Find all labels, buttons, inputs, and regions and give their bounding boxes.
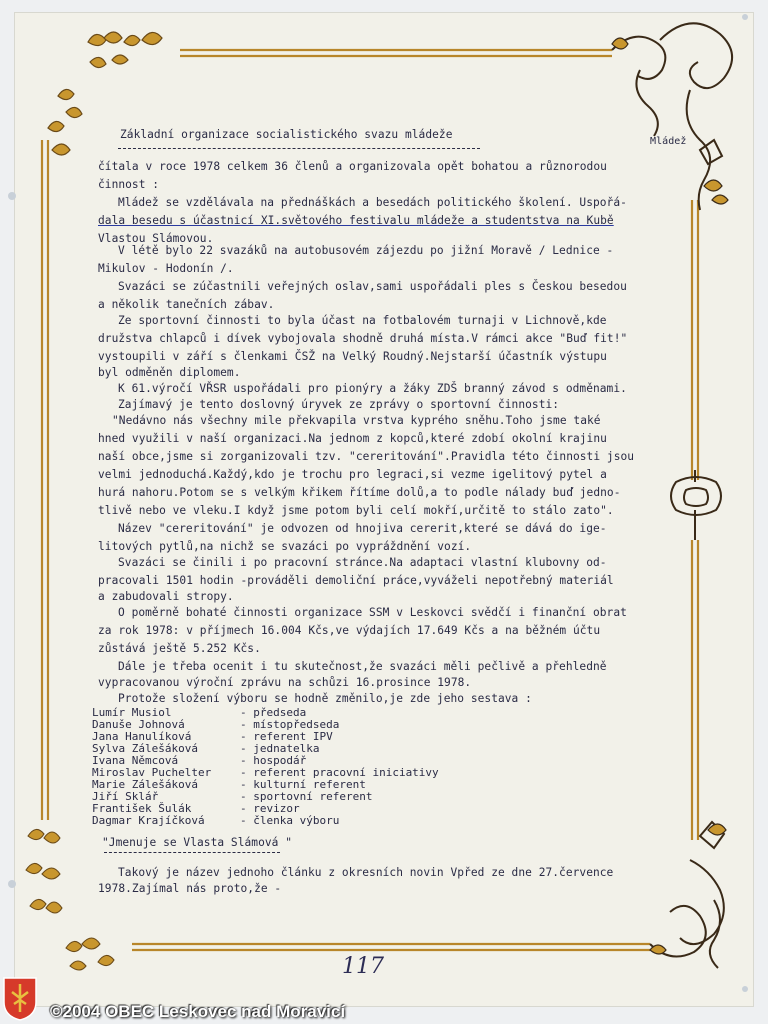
floral-ornament-left xyxy=(26,829,62,913)
article-subheading: "Jmenuje se Vlasta Slámová " xyxy=(102,836,292,849)
body-line: vypracovanou výroční zprávu na schůzi 16.prosince 1978. xyxy=(98,676,472,689)
body-line: čítala v roce 1978 celkem 36 členů a organizovala opět bohatou a různorodou xyxy=(98,160,607,173)
committee-member-role: - kulturní referent xyxy=(240,778,366,791)
municipality-crest-icon xyxy=(2,974,38,1022)
committee-member-role: - sportovní referent xyxy=(240,790,373,803)
closing-line: 1978.Zajímal nás proto,že - xyxy=(98,882,282,895)
copyright-watermark: ©2004 OBEC Leskovec nad Moravicí xyxy=(50,1002,346,1021)
body-line: Vlastou Slámovou. xyxy=(98,232,214,245)
committee-member-role: - referent IPV xyxy=(240,730,333,743)
committee-member-role: - předseda xyxy=(240,706,307,719)
document-heading: Základní organizace socialistického svazu mládeže xyxy=(120,128,453,141)
committee-member-name: Jana Hanulíková xyxy=(92,730,192,743)
closing-line: Takový je název jednoho článku z okresních novin Vpřed ze dne 27.července xyxy=(118,866,614,879)
body-line: Svazáci se činili i po pracovní stránce.Na adaptaci vlastní klubovny od- xyxy=(118,556,607,569)
body-line: za rok 1978: v příjmech 16.004 Kčs,ve výdajích 17.649 Kčs a na běžném účtu xyxy=(98,624,601,637)
committee-member-name: Ivana Němcová xyxy=(92,754,179,767)
committee-member-role: - místopředseda xyxy=(240,718,340,731)
body-line: O poměrně bohaté činnosti organizace SSM v Leskovci svědčí i finanční obrat xyxy=(118,606,627,619)
floral-ornament-bottom-left xyxy=(66,938,114,970)
committee-member-role: - referent pracovní iniciativy xyxy=(240,766,439,779)
committee-member-name: František Šulák xyxy=(92,802,192,815)
body-line: "Nedávno nás všechny mile překvapila vrstva kyprého sněhu.Toho jsme také xyxy=(112,414,601,427)
body-line: hned využili v naší organizaci.Na jednom z kopců,které zdobí okolní krajinu xyxy=(98,432,607,445)
body-line: byl odměněn diplomem. xyxy=(98,366,241,379)
medallion-ornament-right xyxy=(671,470,721,540)
committee-member-role: - jednatelka xyxy=(240,742,320,755)
body-line: a několik tanečních zábav. xyxy=(98,298,275,311)
body-line: pracovali 1501 hodin -prováděli demoliční práce,vyváželi nepotřebný materiál xyxy=(98,574,614,587)
body-line: hurá nahoru.Potom se s velkým křikem řítíme dolů,a to podle nálady buď jedno- xyxy=(98,486,621,499)
committee-member-name: Sylva Zálešáková xyxy=(92,742,198,755)
body-line: vystoupili v září s členkami ČSŽ na Velký Roudný.Nejstarší účastník výstupu xyxy=(98,350,607,363)
body-line: litových pytlů,na nichž se svazáci po vypráždnění vozí. xyxy=(98,540,472,553)
body-line: naší obce,jsme si zorganizovali tzv. "cereritování".Pravidla této činnosti jsou xyxy=(98,450,635,463)
body-line: Protože složení výboru se hodně změnilo,je zde jeho sestava : xyxy=(118,692,532,705)
body-line: Zajímavý je tento doslovný úryvek ze zprávy o sportovní činnosti: xyxy=(118,398,560,411)
body-line: družstva chlapců i dívek vybojovala shodně druhá místa.V rámci akce "Buď fit!" xyxy=(98,332,628,345)
body-line: tlivě nebo ve vleku.I když jsme potom byli celí mokří,určitě to stálo zato". xyxy=(98,504,614,517)
body-line: velmi jednoduchá.Každý,kdo je trochu pro legraci,si vezme igelitový pytel a xyxy=(98,468,607,481)
body-line: dala besedu s účastnicí XI.světového festivalu mládeže a studentstva na Kubě xyxy=(98,214,614,227)
body-line: K 61.výročí VŘSR uspořádali pro pionýry a žáky ZDŠ branný závod s odměnami. xyxy=(118,382,627,395)
body-line: činnost : xyxy=(98,178,160,191)
body-line: Svazáci se zúčastnili veřejných oslav,sami uspořádali ples s Českou besedou xyxy=(118,280,627,293)
committee-member-name: Dagmar Krajíčková xyxy=(92,814,205,827)
committee-member-name: Miroslav Puchelter xyxy=(92,766,212,779)
committee-member-name: Marie Zálešáková xyxy=(92,778,198,791)
committee-member-role: - revizor xyxy=(240,802,300,815)
subheading-underline xyxy=(104,852,280,853)
committee-member-role: - členka výboru xyxy=(240,814,340,827)
page-number: 117 xyxy=(342,954,384,979)
body-line: Mikulov - Hodonín /. xyxy=(98,262,234,275)
body-line: V létě bylo 22 svazáků na autobusovém zájezdu po jižní Moravě / Lednice - xyxy=(118,244,614,257)
body-line: Dále je třeba ocenit i tu skutečnost,že svazáci měli pečlivě a přehledně xyxy=(118,660,607,673)
margin-label: Mládež xyxy=(650,136,687,147)
body-line: Mládež se vzdělávala na přednáškách a besedách politického školení. Uspořá- xyxy=(118,196,627,209)
body-line: zůstává ještě 5.252 Kčs. xyxy=(98,642,261,655)
committee-member-name: Lumír Musiol xyxy=(92,706,172,719)
heading-underline xyxy=(118,148,480,149)
body-line: Název "cereritování" je odvozen od hnojiva cererit,které se dává do ige- xyxy=(118,522,607,535)
committee-member-name: Jiří Sklář xyxy=(92,790,159,803)
committee-member-role: - hospodář xyxy=(240,754,307,767)
body-line: Ze sportovní činnosti to byla účast na fotbalovém turnaji v Lichnově,kde xyxy=(118,314,607,327)
body-line: a zabudovali stropy. xyxy=(98,590,234,603)
committee-member-name: Danuše Johnová xyxy=(92,718,185,731)
